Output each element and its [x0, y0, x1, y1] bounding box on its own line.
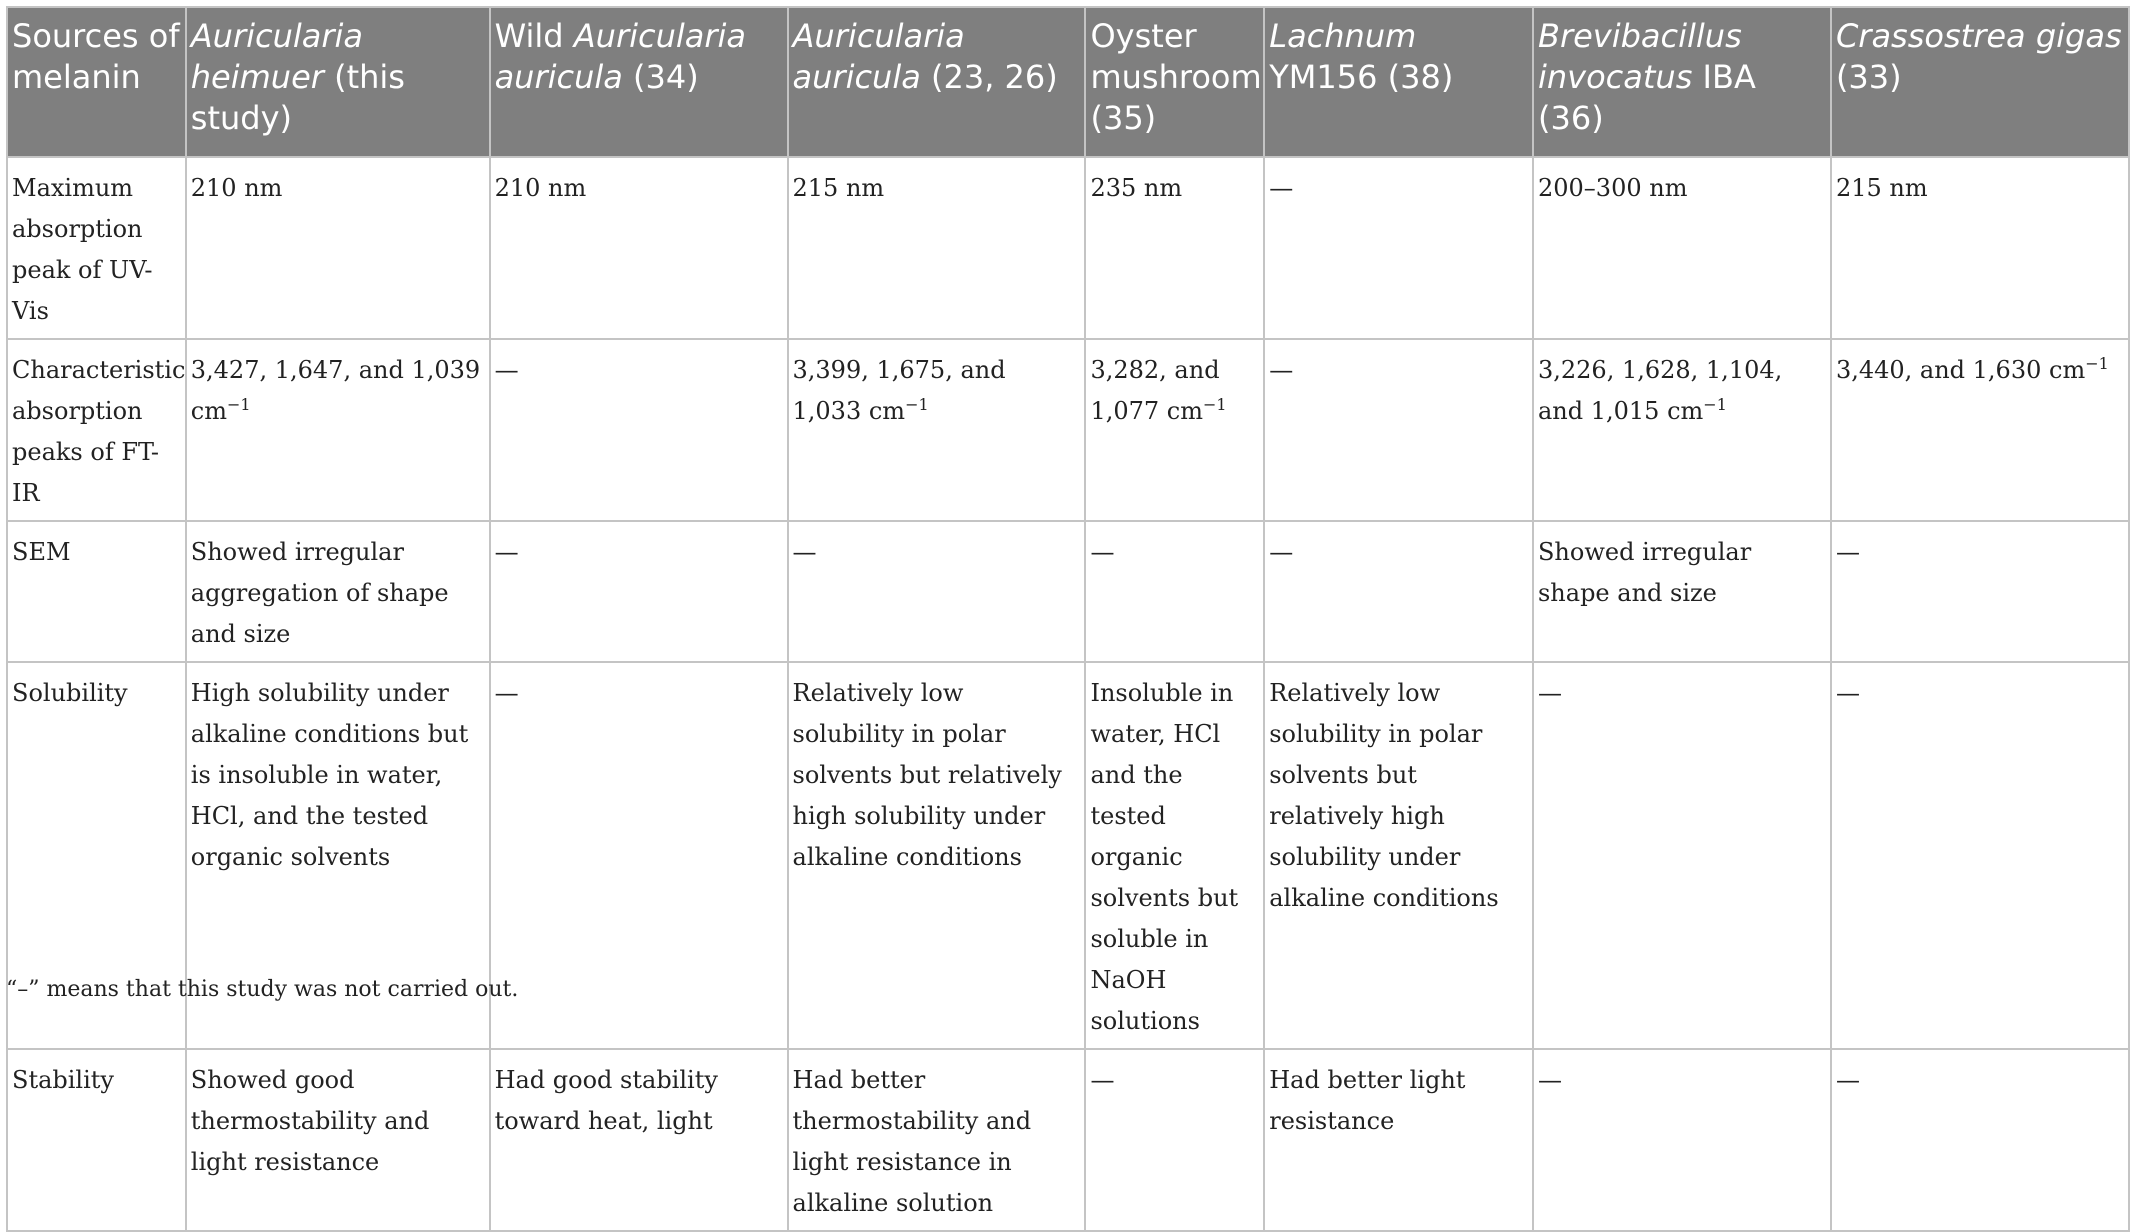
cell-text: — — [494, 679, 519, 707]
cell-text: 3,226, 1,628, 1,104, and 1,015 cm — [1537, 356, 1783, 425]
column-header-text: (34) — [622, 58, 699, 96]
cell-text: — — [792, 538, 817, 566]
cell-text: Showed irregular shape and size — [1537, 538, 1752, 607]
data-cell — [1085, 339, 1264, 521]
column-header-text: (this study) — [190, 58, 405, 137]
data-cell — [1264, 662, 1533, 1049]
cell-text: — — [1835, 679, 1860, 707]
cell-text: — — [494, 538, 519, 566]
column-header-text: Oyster mushroom (35) — [1090, 17, 1262, 137]
table-row-stability — [7, 1049, 2129, 1231]
cell-text: — — [1090, 538, 1115, 566]
cell-text: 210 nm — [190, 174, 283, 202]
column-header-text: Auricularia heimuer — [190, 17, 364, 96]
unit-superscript: −1 — [1203, 395, 1227, 414]
data-cell — [490, 1049, 788, 1231]
data-cell — [1831, 339, 2129, 521]
cell-text: Had good stability toward heat, light — [494, 1066, 718, 1135]
column-header-brevibacillus — [1533, 7, 1831, 157]
data-cell — [490, 521, 788, 662]
data-cell — [1085, 157, 1264, 339]
cell-text: 200–300 nm — [1537, 174, 1688, 202]
cell-text: — — [1090, 1066, 1115, 1094]
row-label-cell — [7, 339, 186, 521]
column-header-heimuer — [186, 7, 490, 157]
data-cell — [1533, 1049, 1831, 1231]
unit-superscript: −1 — [2085, 354, 2109, 373]
table-row-ftir — [7, 339, 2129, 521]
data-cell — [788, 662, 1086, 1049]
row-label-text: Solubility — [12, 679, 128, 707]
column-header-text: Lachnum — [1269, 17, 1417, 55]
cell-text: — — [494, 356, 519, 384]
column-header-text: IBA (36) — [1537, 58, 1756, 137]
row-label-cell — [7, 521, 186, 662]
cell-text: 210 nm — [494, 174, 587, 202]
column-header-oyster — [1085, 7, 1264, 157]
cell-text: Showed good thermostability and light resistance — [190, 1066, 430, 1176]
data-cell — [1085, 521, 1264, 662]
cell-text: Showed irregular aggregation of shape and size — [190, 538, 449, 648]
data-cell — [788, 339, 1086, 521]
cell-text: — — [1269, 356, 1294, 384]
cell-text: — — [1835, 538, 1860, 566]
table-footnote: “–” means that this study was not carried out. — [6, 977, 519, 1002]
unit-superscript: −1 — [1703, 395, 1727, 414]
data-cell — [1085, 1049, 1264, 1231]
table-header-row — [7, 7, 2129, 157]
cell-text: 215 nm — [1835, 174, 1928, 202]
data-cell — [490, 157, 788, 339]
data-cell — [1264, 1049, 1533, 1231]
cell-text: Had better thermostability and light resistance in alkaline solution — [792, 1066, 1032, 1217]
column-header-text: (23, 26) — [920, 58, 1058, 96]
data-cell — [1831, 662, 2129, 1049]
unit-superscript: −1 — [905, 395, 929, 414]
cell-text: Had better light resistance — [1269, 1066, 1466, 1135]
cell-text: 3,399, 1,675, and 1,033 cm — [792, 356, 1006, 425]
table-row-uvvis — [7, 157, 2129, 339]
data-cell — [788, 1049, 1086, 1231]
column-header-sources — [7, 7, 186, 157]
melanin-comparison-table — [6, 6, 2130, 1232]
row-label-text: Characteristic absorption peaks of FT-IR — [12, 356, 186, 507]
cell-text: 3,440, and 1,630 cm — [1835, 356, 2086, 384]
unit-superscript: −1 — [226, 395, 251, 414]
row-label-text: Maximum absorption peak of UV-Vis — [12, 174, 153, 325]
melanin-comparison-table-container — [6, 6, 2130, 1232]
table-body — [7, 157, 2129, 1231]
cell-text: 3,427, 1,647, and 1,039 cm — [190, 356, 481, 425]
table-row-sem — [7, 521, 2129, 662]
row-label-cell — [7, 157, 186, 339]
cell-text: — — [1835, 1066, 1860, 1094]
cell-text: Relatively low solubility in polar solvents but relatively high solubility under alkaline conditions — [792, 679, 1062, 871]
data-cell — [490, 339, 788, 521]
cell-text: — — [1537, 679, 1562, 707]
cell-text: High solubility under alkaline conditions but is insoluble in water, HCl, and the tested organic solvents — [190, 679, 469, 871]
cell-text: Relatively low solubility in polar solvents but relatively high solubility under alkaline conditions — [1269, 679, 1499, 912]
data-cell — [1831, 1049, 2129, 1231]
data-cell — [1533, 521, 1831, 662]
cell-text: 3,282, and 1,077 cm — [1090, 356, 1220, 425]
column-header-wild — [490, 7, 788, 157]
data-cell — [1533, 157, 1831, 339]
cell-text: 235 nm — [1090, 174, 1183, 202]
column-header-text: Auricularia auricula — [494, 17, 747, 96]
data-cell — [186, 521, 490, 662]
column-header-text: Auricularia auricula — [792, 17, 965, 96]
column-header-text: Crassostrea gigas — [1835, 17, 2122, 55]
cell-text: — — [1537, 1066, 1562, 1094]
data-cell — [788, 521, 1086, 662]
row-label-cell — [7, 1049, 186, 1231]
column-header-text: Sources of melanin — [12, 17, 180, 96]
data-cell — [186, 1049, 490, 1231]
cell-text: — — [1269, 174, 1294, 202]
data-cell — [1831, 521, 2129, 662]
data-cell — [1264, 339, 1533, 521]
data-cell — [1264, 521, 1533, 662]
column-header-text: YM156 (38) — [1269, 58, 1454, 96]
data-cell — [490, 662, 788, 1049]
cell-text: Insoluble in water, HCl and the tested organic solvents but soluble in NaOH solutions — [1090, 679, 1239, 1035]
column-header-text: Brevibacillus invocatus — [1537, 17, 1742, 96]
data-cell — [1831, 157, 2129, 339]
row-label-text: Stability — [12, 1066, 114, 1094]
data-cell — [1533, 339, 1831, 521]
data-cell — [1085, 662, 1264, 1049]
data-cell — [1264, 157, 1533, 339]
column-header-lachnum — [1264, 7, 1533, 157]
column-header-crassostrea — [1831, 7, 2129, 157]
cell-text: — — [1269, 538, 1294, 566]
cell-text: 215 nm — [792, 174, 885, 202]
data-cell — [1533, 662, 1831, 1049]
row-label-text: SEM — [12, 538, 71, 566]
column-header-auricula — [788, 7, 1086, 157]
data-cell — [186, 157, 490, 339]
column-header-text: Wild — [494, 17, 574, 55]
data-cell — [186, 339, 490, 521]
data-cell — [788, 157, 1086, 339]
column-header-text: (33) — [1835, 58, 1902, 96]
